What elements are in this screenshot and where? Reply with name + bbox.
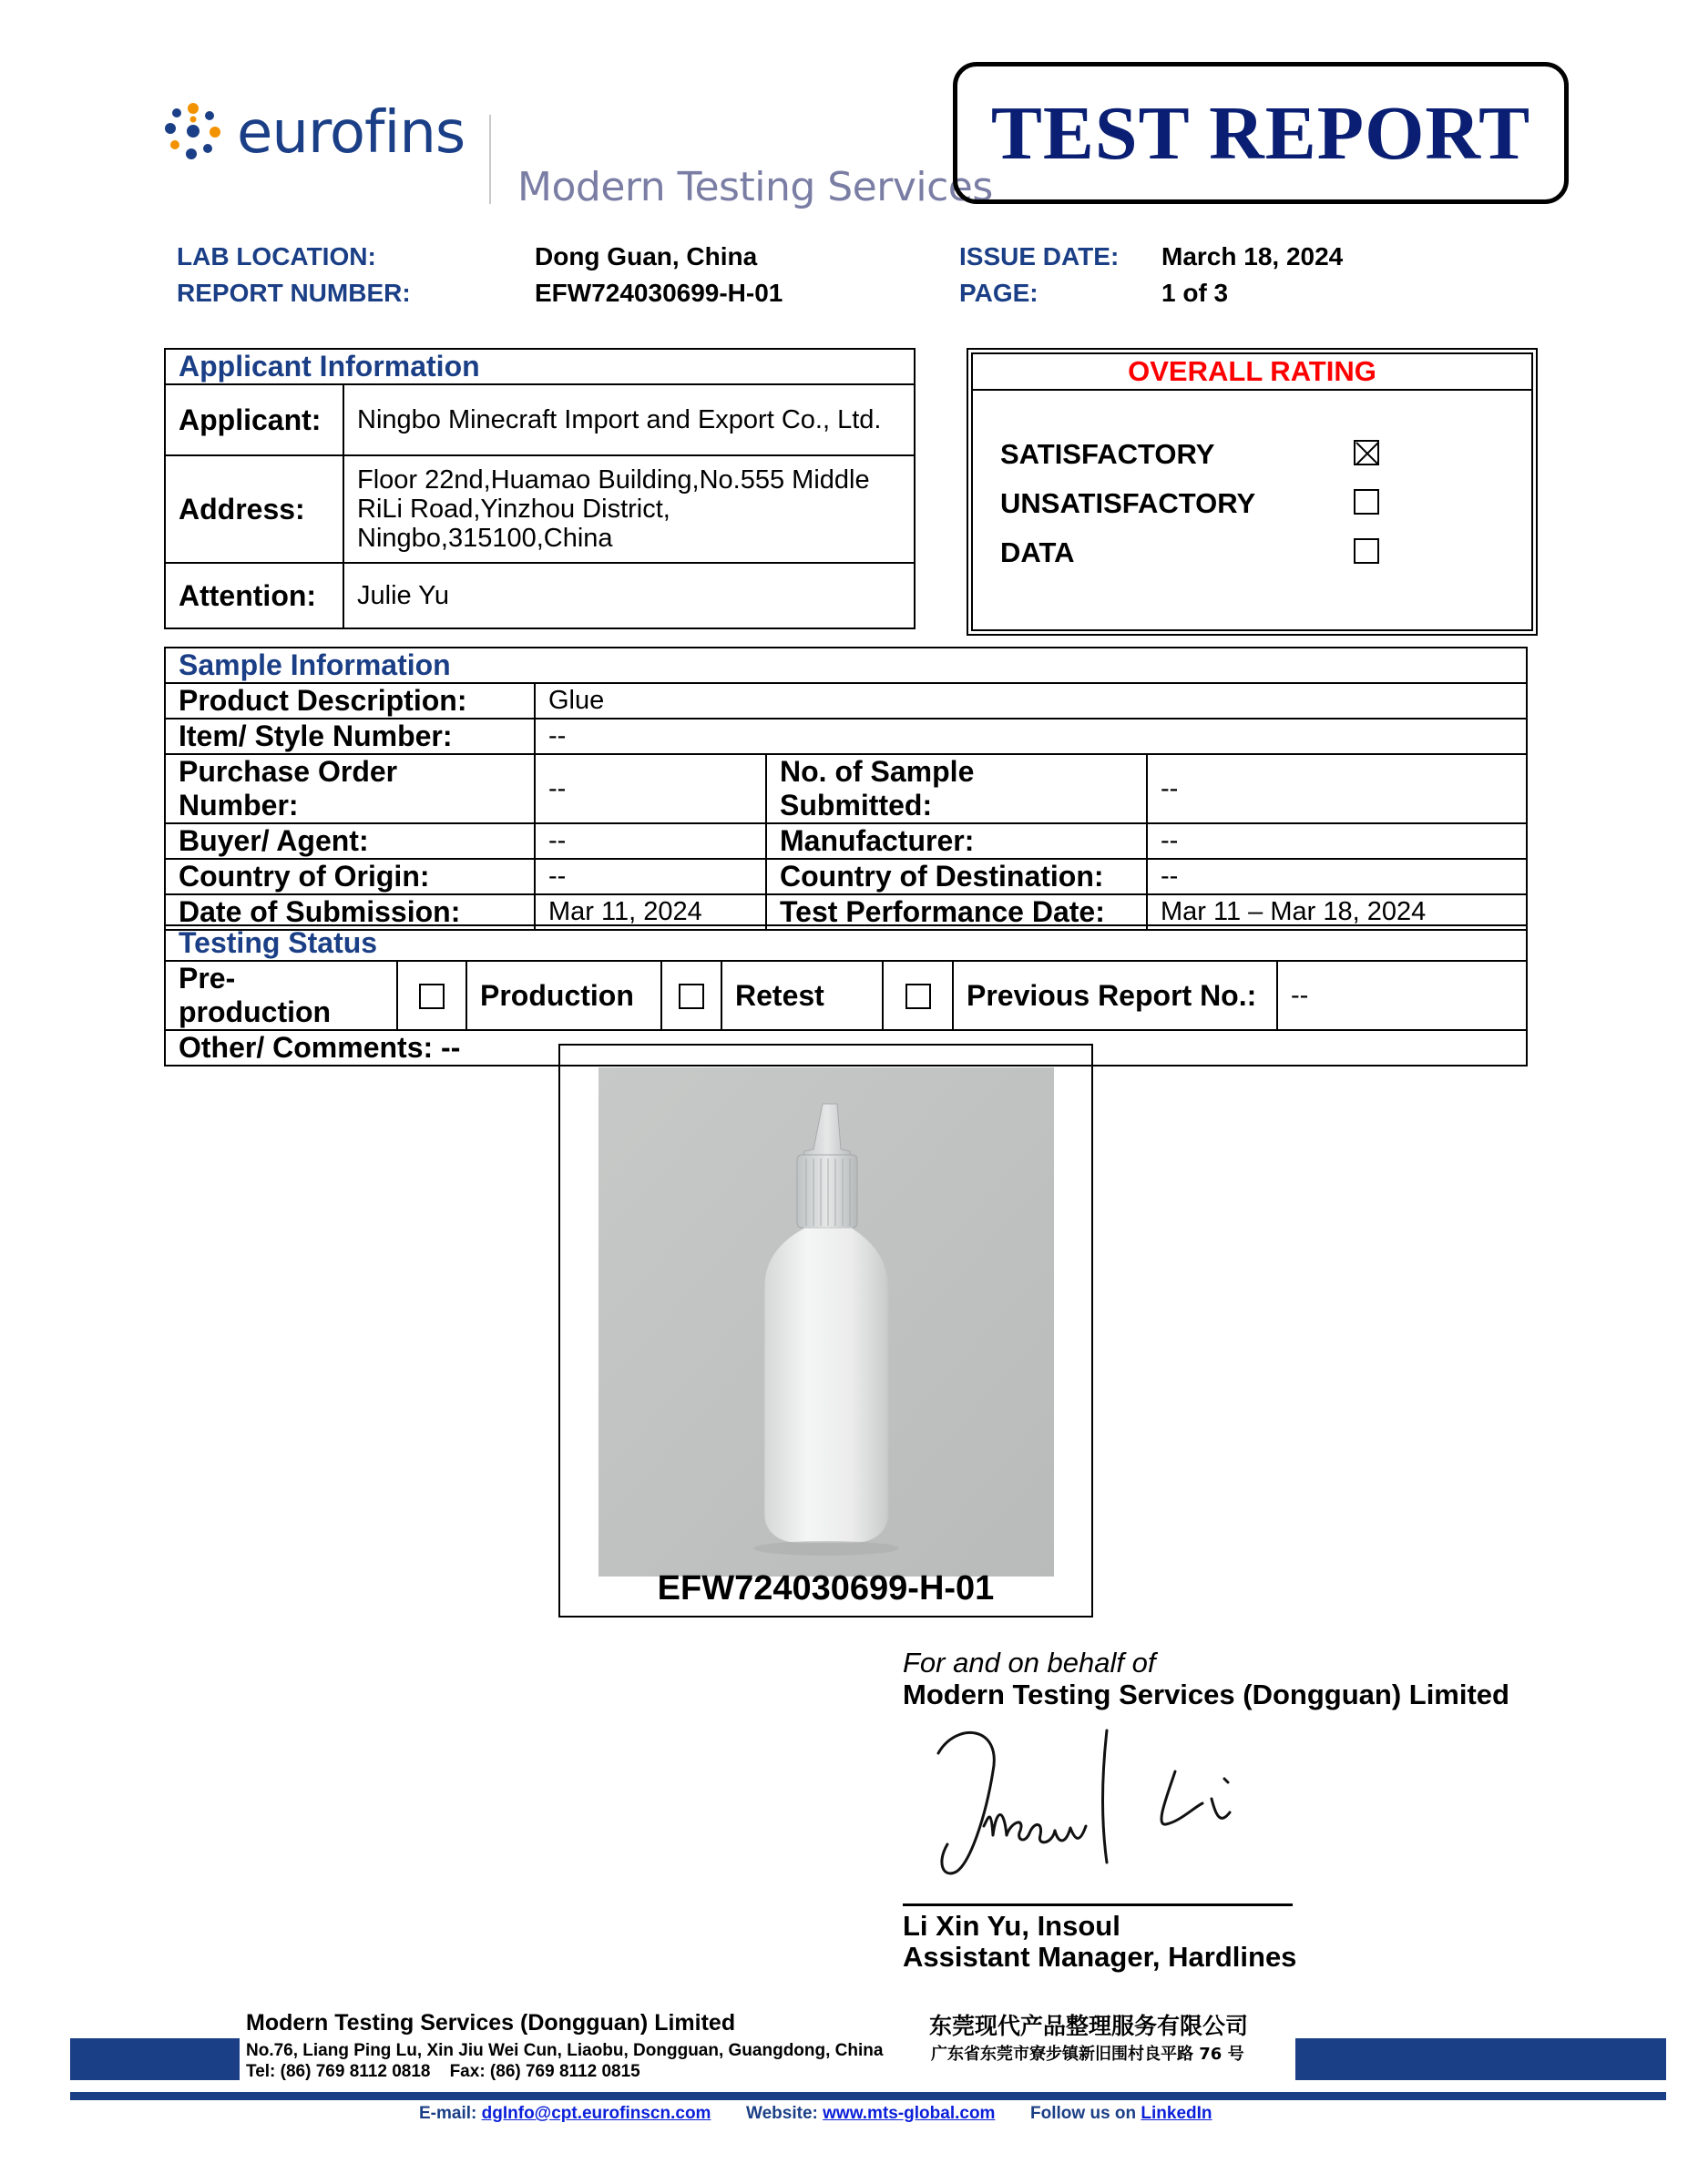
address-label: Address:	[165, 455, 343, 563]
testing-status-title: Testing Status	[165, 925, 1527, 961]
product-description-label: Product Description:	[165, 683, 535, 719]
applicant-value: Ningbo Minecraft Import and Export Co., Ltd.	[343, 384, 915, 455]
purchase-order-value: --	[535, 754, 766, 823]
rating-data-label: DATA	[1000, 536, 1075, 568]
footer-tel-fax: Tel: (86) 769 8112 0818 Fax: (86) 769 8112 0815	[246, 2062, 640, 2081]
retest-checkbox[interactable]	[905, 984, 931, 1009]
samples-submitted-value: --	[1147, 754, 1527, 823]
date-submission-label: Date of Submission:	[165, 894, 535, 930]
rating-satisfactory-label: SATISFACTORY	[1000, 438, 1215, 470]
sample-photo-frame	[558, 1044, 1093, 1618]
samples-submitted-label: No. of Sample Submitted:	[766, 754, 1147, 823]
attention-value: Julie Yu	[343, 563, 915, 628]
page-label: PAGE:	[959, 279, 1038, 307]
address-line-3: Ningbo,315100,China	[357, 524, 613, 553]
page-value: 1 of 3	[1161, 279, 1229, 307]
item-style-label: Item/ Style Number:	[165, 719, 535, 754]
buyer-agent-label: Buyer/ Agent:	[165, 823, 535, 859]
retest-label: Retest	[721, 961, 883, 1030]
report-title: TEST REPORT	[990, 90, 1531, 176]
logo-wordmark: eurofins	[237, 99, 465, 167]
country-destination-value: --	[1147, 859, 1527, 894]
production-checkbox[interactable]	[679, 984, 704, 1009]
footer-bar-left	[70, 2038, 240, 2080]
previous-report-value: --	[1277, 961, 1527, 1030]
header-divider	[489, 115, 491, 204]
date-submission-value: Mar 11, 2024	[535, 894, 766, 930]
test-performance-label: Test Performance Date:	[766, 894, 1147, 930]
manufacturer-value: --	[1147, 823, 1527, 859]
address-line-2: RiLi Road,Yinzhou District,	[357, 495, 670, 524]
follow-label: Follow us on	[1030, 2104, 1137, 2123]
footer-address: No.76, Liang Ping Lu, Xin Jiu Wei Cun, Liaobu, Dongguan, Guangdong, China	[246, 2041, 884, 2060]
website-link[interactable]: www.mts-global.com	[823, 2104, 996, 2123]
product-description-value: Glue	[535, 683, 1527, 719]
previous-report-label: Previous Report No.:	[953, 961, 1277, 1030]
report-number-label: REPORT NUMBER:	[177, 279, 411, 307]
website-label: Website:	[746, 2104, 818, 2123]
footer-chinese-address: 广东省东莞市寮步镇新旧围村良平路 76 号	[931, 2045, 1244, 2064]
country-destination-label: Country of Destination:	[766, 859, 1147, 894]
issue-date-value: March 18, 2024	[1161, 242, 1344, 270]
address-value	[343, 455, 915, 563]
applicant-label: Applicant:	[165, 384, 343, 455]
manufacturer-label: Manufacturer:	[766, 823, 1147, 859]
company-subtitle: Modern Testing Services	[517, 164, 993, 210]
email-label: E-mail:	[419, 2104, 477, 2123]
photo-caption: EFW724030699-H-01	[657, 1569, 995, 1607]
signature-line	[903, 1903, 1293, 1906]
overall-rating-box	[967, 348, 1538, 636]
eurofins-logo	[164, 96, 474, 168]
satisfactory-checkbox[interactable]	[1354, 440, 1379, 465]
signer-title: Assistant Manager, Hardlines	[903, 1941, 1297, 1973]
preproduction-checkbox[interactable]	[419, 984, 445, 1009]
linkedin-link[interactable]: LinkedIn	[1141, 2104, 1212, 2123]
applicant-section-title: Applicant Information	[165, 349, 915, 384]
email-link[interactable]: dgInfo@cpt.eurofinscn.com	[481, 2104, 711, 2123]
footer-company: Modern Testing Services (Dongguan) Limited	[246, 2010, 736, 2036]
handwritten-signature	[920, 1717, 1294, 1890]
issue-date-label: ISSUE DATE:	[959, 242, 1120, 270]
footer-chinese-company: 东莞现代产品整理服务有限公司	[929, 2013, 1249, 2039]
test-performance-value: Mar 11 – Mar 18, 2024	[1147, 894, 1527, 930]
lab-location-value: Dong Guan, China	[535, 242, 758, 270]
country-origin-label: Country of Origin:	[165, 859, 535, 894]
rating-unsatisfactory-label: UNSATISFACTORY	[1000, 487, 1256, 519]
item-style-value: --	[535, 719, 1527, 754]
country-origin-value: --	[535, 859, 766, 894]
glue-bottle-photo	[598, 1067, 1054, 1577]
report-title-box	[953, 62, 1569, 204]
purchase-order-label: Purchase Order Number:	[165, 754, 535, 823]
report-number-value: EFW724030699-H-01	[535, 279, 783, 307]
on-behalf-line: For and on behalf of	[903, 1647, 1156, 1679]
eurofins-dots-icon	[164, 101, 222, 159]
applicant-information-table	[164, 348, 916, 629]
footer-links	[419, 2104, 1212, 2124]
lab-location-label: LAB LOCATION:	[177, 242, 376, 270]
unsatisfactory-checkbox[interactable]	[1354, 489, 1379, 515]
footer-bar-bottom	[70, 2092, 1666, 2100]
on-behalf-company: Modern Testing Services (Dongguan) Limited	[903, 1679, 1509, 1710]
signer-name: Li Xin Yu, Insoul	[903, 1910, 1120, 1942]
overall-rating-title: OVERALL RATING	[973, 354, 1531, 391]
attention-label: Attention:	[165, 563, 343, 628]
sample-information-table	[164, 647, 1528, 931]
production-label: Production	[466, 961, 661, 1030]
footer-bar-right	[1295, 2038, 1666, 2080]
preproduction-label: Pre-production	[165, 961, 397, 1030]
other-comments: Other/ Comments: --	[165, 1030, 1527, 1066]
sample-section-title: Sample Information	[165, 648, 1527, 683]
data-checkbox[interactable]	[1354, 538, 1379, 564]
buyer-agent-value: --	[535, 823, 766, 859]
address-line-1: Floor 22nd,Huamao Building,No.555 Middle	[357, 465, 870, 495]
